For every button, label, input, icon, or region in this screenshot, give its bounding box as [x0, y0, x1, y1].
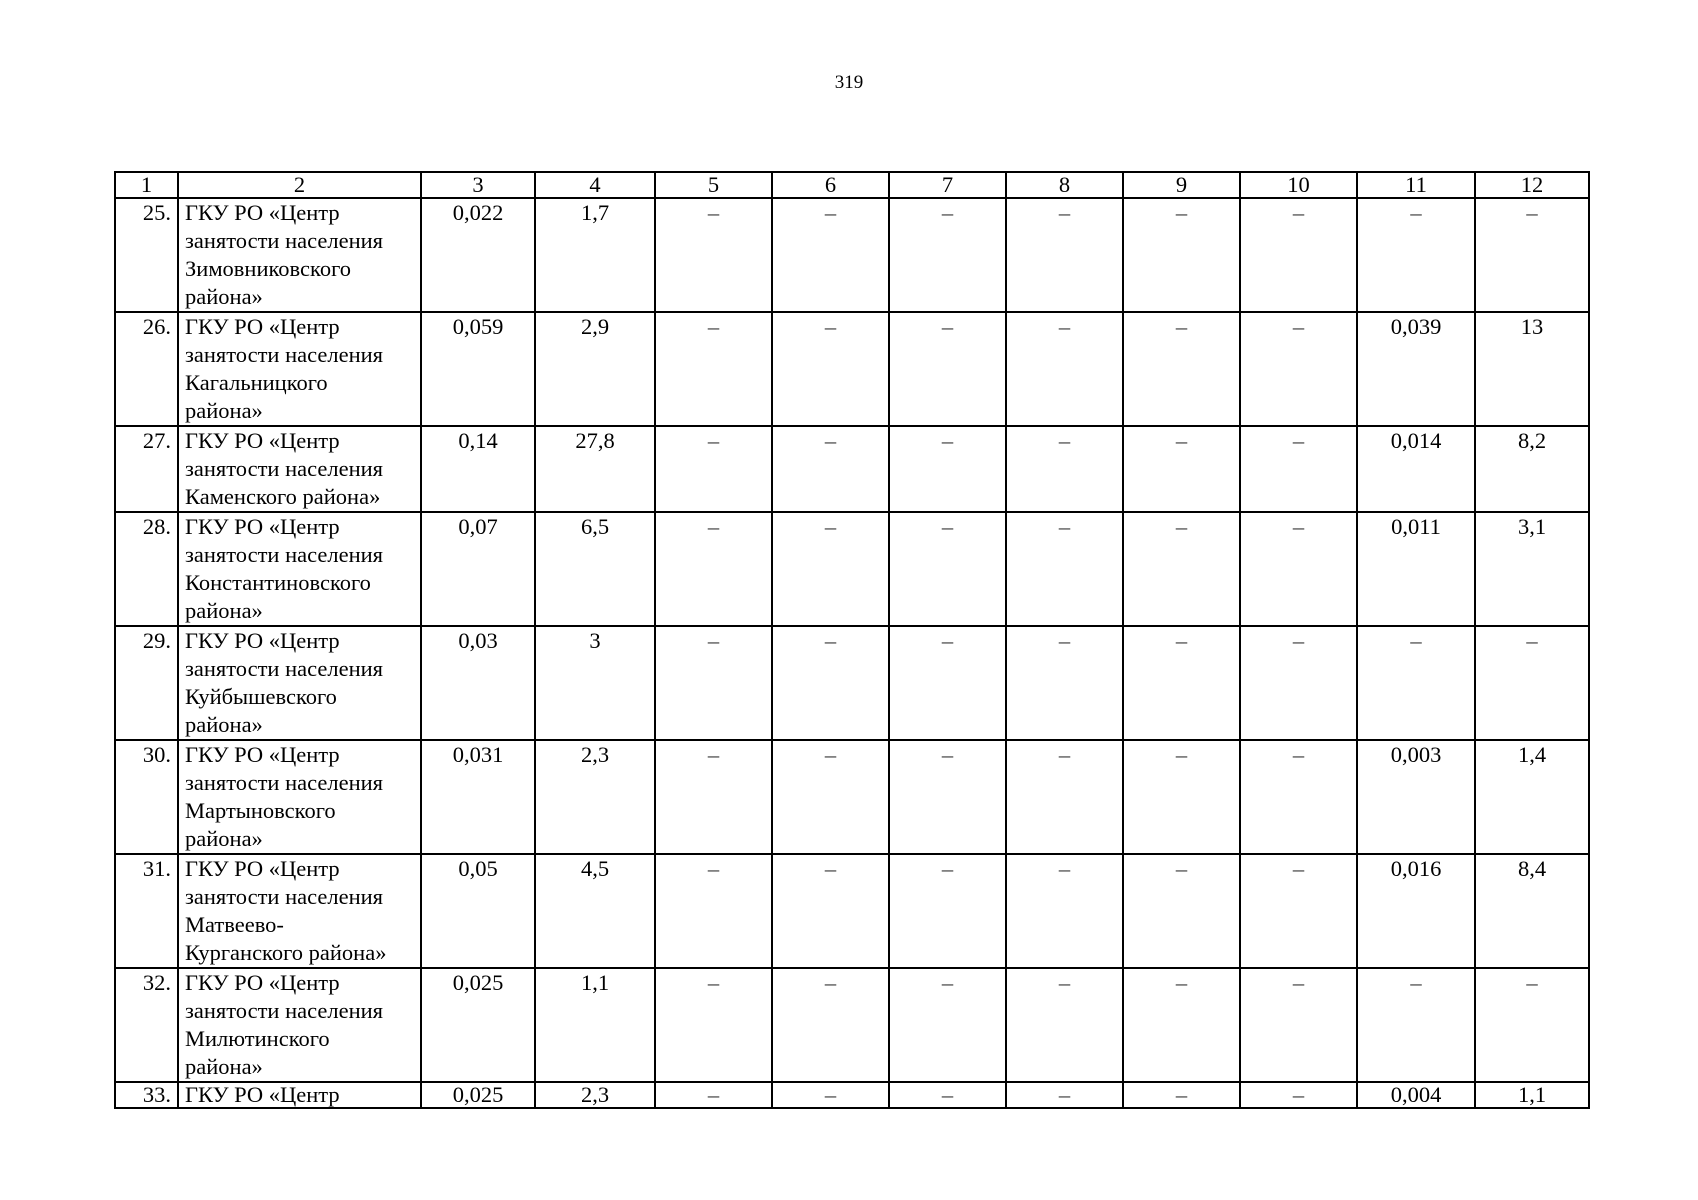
value-cell-col-3: 0,025 — [421, 1082, 535, 1108]
organization-name-line: ГКУ РО «Центр — [185, 314, 340, 339]
value-cell-col-10: – — [1240, 312, 1357, 426]
organization-name-line: района» — [185, 712, 263, 737]
value-cell-col-9: – — [1123, 512, 1240, 626]
value-cell-col-10: – — [1240, 626, 1357, 740]
value-cell-col-4: 4,5 — [535, 854, 655, 968]
value-cell-col-4: 1,7 — [535, 198, 655, 312]
organization-name-line: района» — [185, 398, 263, 423]
column-header-8: 8 — [1006, 172, 1123, 198]
organization-name-line: ГКУ РО «Центр — [185, 742, 340, 767]
organization-name-line: района» — [185, 284, 263, 309]
value-cell-col-5: – — [655, 968, 772, 1082]
organization-name-line: Мартыновского — [185, 798, 336, 823]
value-cell-col-12: 3,1 — [1475, 512, 1589, 626]
value-cell-col-12: – — [1475, 968, 1589, 1082]
value-cell-col-11: 0,014 — [1357, 426, 1475, 512]
data-table — [114, 171, 1590, 1109]
column-header-10: 10 — [1240, 172, 1357, 198]
value-cell-col-6: – — [772, 854, 889, 968]
value-cell-col-10: – — [1240, 426, 1357, 512]
value-cell-col-9: – — [1123, 854, 1240, 968]
value-cell-col-9: – — [1123, 740, 1240, 854]
value-cell-col-11: – — [1357, 968, 1475, 1082]
organization-name-line: Каменского района» — [185, 484, 381, 509]
value-cell-col-10: – — [1240, 968, 1357, 1082]
organization-name-line: Зимовниковского — [185, 256, 351, 281]
organization-name — [178, 626, 421, 740]
value-cell-col-3: 0,059 — [421, 312, 535, 426]
column-header-1: 1 — [115, 172, 178, 198]
organization-name-line: района» — [185, 1054, 263, 1079]
value-cell-col-6: – — [772, 968, 889, 1082]
value-cell-col-8: – — [1006, 1082, 1123, 1108]
organization-name-line: Куйбышевского — [185, 684, 337, 709]
value-cell-col-6: – — [772, 426, 889, 512]
value-cell-col-11: 0,004 — [1357, 1082, 1475, 1108]
value-cell-col-5: – — [655, 854, 772, 968]
value-cell-col-12: – — [1475, 198, 1589, 312]
table-row — [115, 626, 1589, 740]
value-cell-col-11: – — [1357, 626, 1475, 740]
value-cell-col-7: – — [889, 426, 1006, 512]
value-cell-col-7: – — [889, 312, 1006, 426]
value-cell-col-5: – — [655, 626, 772, 740]
value-cell-col-10: – — [1240, 1082, 1357, 1108]
value-cell-col-3: 0,14 — [421, 426, 535, 512]
organization-name-line: ГКУ РО «Центр — [185, 1082, 340, 1107]
value-cell-col-12: – — [1475, 626, 1589, 740]
value-cell-col-7: – — [889, 626, 1006, 740]
table-row — [115, 198, 1589, 312]
value-cell-col-4: 1,1 — [535, 968, 655, 1082]
value-cell-col-4: 2,3 — [535, 1082, 655, 1108]
organization-name-line: занятости населения — [185, 656, 384, 681]
organization-name-line: занятости населения — [185, 998, 384, 1023]
value-cell-col-10: – — [1240, 854, 1357, 968]
value-cell-col-7: – — [889, 968, 1006, 1082]
value-cell-col-4: 2,9 — [535, 312, 655, 426]
organization-name — [178, 312, 421, 426]
column-header-4: 4 — [535, 172, 655, 198]
value-cell-col-3: 0,05 — [421, 854, 535, 968]
value-cell-col-5: – — [655, 1082, 772, 1108]
organization-name-line: занятости населения — [185, 228, 384, 253]
value-cell-col-8: – — [1006, 512, 1123, 626]
value-cell-col-7: – — [889, 198, 1006, 312]
organization-name-line: района» — [185, 826, 263, 851]
value-cell-col-3: 0,031 — [421, 740, 535, 854]
row-number: 26. — [115, 312, 178, 426]
column-header-2: 2 — [178, 172, 421, 198]
row-number: 33. — [115, 1082, 178, 1108]
value-cell-col-6: – — [772, 626, 889, 740]
value-cell-col-11: 0,003 — [1357, 740, 1475, 854]
table-row — [115, 426, 1589, 512]
value-cell-col-6: – — [772, 1082, 889, 1108]
value-cell-col-3: 0,022 — [421, 198, 535, 312]
value-cell-col-11: – — [1357, 198, 1475, 312]
value-cell-col-4: 27,8 — [535, 426, 655, 512]
organization-name-line: занятости населения — [185, 884, 384, 909]
row-number: 30. — [115, 740, 178, 854]
value-cell-col-8: – — [1006, 312, 1123, 426]
column-header-6: 6 — [772, 172, 889, 198]
value-cell-col-6: – — [772, 198, 889, 312]
value-cell-col-4: 2,3 — [535, 740, 655, 854]
organization-name-line: Курганского района» — [185, 940, 387, 965]
table-row — [115, 512, 1589, 626]
value-cell-col-8: – — [1006, 626, 1123, 740]
page-number: 319 — [834, 72, 864, 93]
table-row — [115, 312, 1589, 426]
organization-name-line: занятости населения — [185, 770, 384, 795]
organization-name — [178, 426, 421, 512]
organization-name-line: Константиновского — [185, 570, 371, 595]
value-cell-col-7: – — [889, 512, 1006, 626]
organization-name-line: ГКУ РО «Центр — [185, 970, 340, 995]
value-cell-col-5: – — [655, 426, 772, 512]
value-cell-col-8: – — [1006, 968, 1123, 1082]
value-cell-col-8: – — [1006, 740, 1123, 854]
column-header-12: 12 — [1475, 172, 1589, 198]
value-cell-col-7: – — [889, 854, 1006, 968]
value-cell-col-10: – — [1240, 740, 1357, 854]
column-header-5: 5 — [655, 172, 772, 198]
organization-name — [178, 198, 421, 312]
column-header-3: 3 — [421, 172, 535, 198]
value-cell-col-5: – — [655, 740, 772, 854]
value-cell-col-9: – — [1123, 1082, 1240, 1108]
table-row — [115, 1082, 1589, 1108]
row-number: 25. — [115, 198, 178, 312]
value-cell-col-12: 1,1 — [1475, 1082, 1589, 1108]
value-cell-col-12: 1,4 — [1475, 740, 1589, 854]
organization-name-line: занятости населения — [185, 456, 384, 481]
value-cell-col-6: – — [772, 512, 889, 626]
organization-name — [178, 512, 421, 626]
value-cell-col-9: – — [1123, 426, 1240, 512]
organization-name-line: ГКУ РО «Центр — [185, 514, 340, 539]
organization-name-line: ГКУ РО «Центр — [185, 856, 340, 881]
value-cell-col-8: – — [1006, 854, 1123, 968]
organization-name-line: Милютинского — [185, 1026, 330, 1051]
value-cell-col-11: 0,016 — [1357, 854, 1475, 968]
value-cell-col-3: 0,07 — [421, 512, 535, 626]
organization-name-line: ГКУ РО «Центр — [185, 428, 340, 453]
value-cell-col-9: – — [1123, 312, 1240, 426]
value-cell-col-9: – — [1123, 626, 1240, 740]
organization-name — [178, 1082, 421, 1108]
table-row — [115, 740, 1589, 854]
value-cell-col-11: 0,039 — [1357, 312, 1475, 426]
value-cell-col-3: 0,025 — [421, 968, 535, 1082]
organization-name-line: ГКУ РО «Центр — [185, 628, 340, 653]
organization-name-line: ГКУ РО «Центр — [185, 200, 340, 225]
value-cell-col-3: 0,03 — [421, 626, 535, 740]
organization-name-line: занятости населения — [185, 542, 384, 567]
value-cell-col-9: – — [1123, 198, 1240, 312]
row-number: 31. — [115, 854, 178, 968]
organization-name-line: занятости населения — [185, 342, 384, 367]
value-cell-col-12: 13 — [1475, 312, 1589, 426]
value-cell-col-8: – — [1006, 198, 1123, 312]
value-cell-col-9: – — [1123, 968, 1240, 1082]
value-cell-col-12: 8,2 — [1475, 426, 1589, 512]
value-cell-col-12: 8,4 — [1475, 854, 1589, 968]
row-number: 29. — [115, 626, 178, 740]
organization-name — [178, 854, 421, 968]
organization-name — [178, 968, 421, 1082]
value-cell-col-6: – — [772, 312, 889, 426]
organization-name — [178, 740, 421, 854]
value-cell-col-8: – — [1006, 426, 1123, 512]
column-header-11: 11 — [1357, 172, 1475, 198]
value-cell-col-7: – — [889, 740, 1006, 854]
row-number: 32. — [115, 968, 178, 1082]
value-cell-col-10: – — [1240, 512, 1357, 626]
value-cell-col-5: – — [655, 198, 772, 312]
value-cell-col-10: – — [1240, 198, 1357, 312]
organization-name-line: района» — [185, 598, 263, 623]
value-cell-col-5: – — [655, 512, 772, 626]
table-row — [115, 854, 1589, 968]
table-header-row — [115, 172, 1589, 198]
column-header-9: 9 — [1123, 172, 1240, 198]
value-cell-col-4: 3 — [535, 626, 655, 740]
column-header-7: 7 — [889, 172, 1006, 198]
value-cell-col-6: – — [772, 740, 889, 854]
table-body — [115, 172, 1589, 1108]
organization-name-line: Матвеево- — [185, 912, 284, 937]
row-number: 27. — [115, 426, 178, 512]
value-cell-col-11: 0,011 — [1357, 512, 1475, 626]
value-cell-col-5: – — [655, 312, 772, 426]
value-cell-col-7: – — [889, 1082, 1006, 1108]
row-number: 28. — [115, 512, 178, 626]
table-row — [115, 968, 1589, 1082]
organization-name-line: Кагальницкого — [185, 370, 328, 395]
value-cell-col-4: 6,5 — [535, 512, 655, 626]
